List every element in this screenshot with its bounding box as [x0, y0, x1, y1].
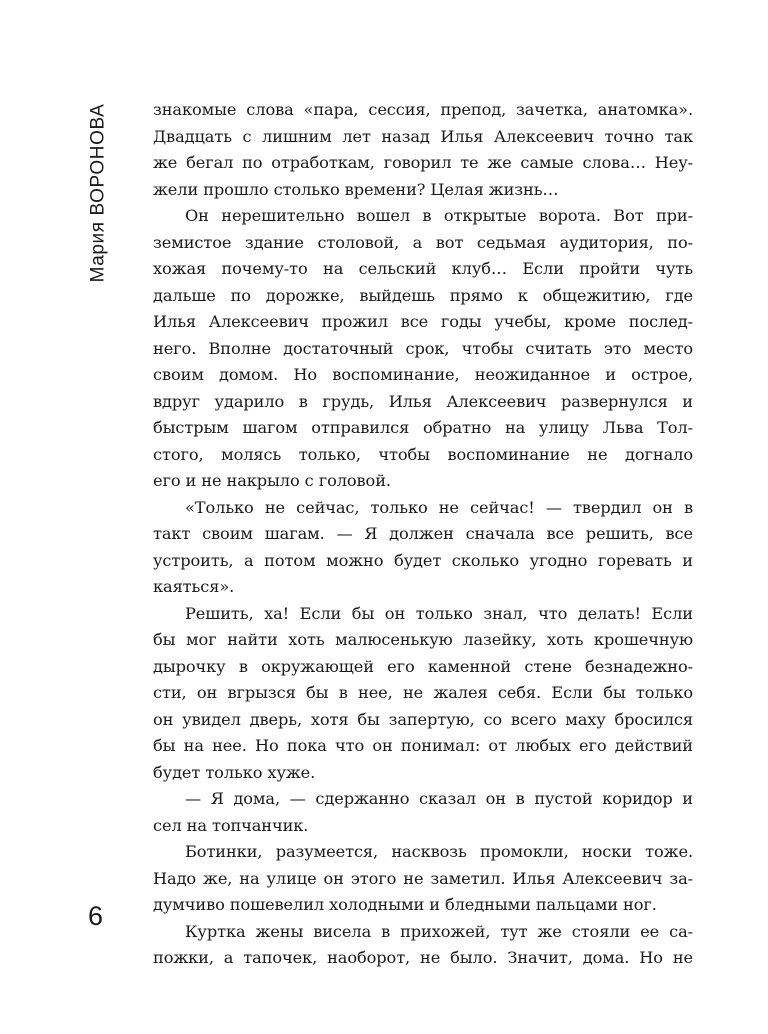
- text-line: он увидел дверь, хотя бы запертую, со всего маху бросился: [153, 709, 693, 729]
- text-line: устроить, а потом можно будет сколько угодно горевать и: [153, 550, 693, 570]
- text-line: быстрым шагом отправился обратно на улицу Льва Тол-: [153, 418, 693, 437]
- text-line: же бегал по отработкам, говорил те же самые слова… Неу-: [153, 153, 693, 172]
- author-name: Мария ВОРОНОВА: [87, 103, 109, 282]
- text-line: своим домом. Но воспоминание, неожиданное и острое,: [153, 365, 693, 384]
- text-line: Решить, ха! Если бы он только знал, что делать! Если: [185, 603, 693, 623]
- text-line: вдруг ударило в грудь, Илья Алексеевич развернулся и: [153, 391, 693, 411]
- text-line: Ботинки, разумеется, насквозь промокли, носки тоже.: [185, 842, 693, 861]
- text-line: Двадцать с лишним лет назад Илья Алексеевич точно так: [153, 126, 693, 146]
- text-line: сел на топчанчик.: [153, 815, 309, 835]
- text-line: пожки, а тапочек, наоборот, не было. Значит, дома. Но не: [153, 948, 693, 967]
- text-line: думчиво пошевелил холодными и бледными пальцами ног.: [153, 895, 657, 914]
- paragraph: [153, 601, 693, 787]
- text-line: Куртка жены висела в прихожей, тут же стояли ее са-: [185, 921, 693, 941]
- paragraph: [153, 786, 693, 839]
- paragraph: [153, 495, 693, 601]
- text-line: будет только хуже.: [153, 762, 316, 782]
- paragraph: [153, 97, 693, 203]
- running-head-author: [84, 100, 112, 285]
- text-line: сти, он вгрызся бы в нее, не жалея себя. Если бы только: [153, 683, 693, 702]
- text-line: него. Вполне достаточный срок, чтобы считать это место: [153, 338, 693, 358]
- text-line: хожая почему-то на сельский клуб… Если пройти чуть: [153, 259, 693, 278]
- text-line: его и не накрыло с головой.: [153, 471, 391, 490]
- text-line: Илья Алексеевич прожил все годы учебы, кроме послед-: [153, 312, 693, 331]
- paragraph: [153, 839, 693, 919]
- text-line: жели прошло столько времени? Целая жизнь…: [153, 179, 559, 199]
- text-line: знакомые слова «пара, сессия, препод, зачетка, анатомка».: [153, 100, 693, 119]
- text-line: Он нерешительно вошел в открытые ворота. Вот при-: [185, 206, 693, 225]
- text-line: бы на нее. Но пока что он понимал: от любых его действий: [153, 736, 693, 755]
- text-line: такт своим шагам. — Я должен сначала все решить, все: [153, 524, 693, 543]
- book-page-text: [153, 97, 693, 972]
- text-line: Надо же, на улице он этого не заметил. Илья Алексеевич за-: [153, 868, 693, 888]
- paragraph: [153, 203, 693, 495]
- text-line: стого, молясь только, чтобы воспоминание не догнало: [153, 444, 693, 464]
- text-line: каяться».: [153, 577, 235, 596]
- text-line: — Я дома, — сдержанно сказал он в пустой коридор и: [185, 789, 693, 808]
- paragraph: [153, 919, 693, 972]
- text-line: дальше по дорожке, выйдешь прямо к общежитию, где: [153, 285, 693, 305]
- page-number: 6: [88, 901, 104, 931]
- text-line: дырочку в окружающей его каменной стене безнадежно-: [153, 656, 693, 676]
- text-line: земистое здание столовой, а вот седьмая аудитория, по-: [153, 232, 693, 252]
- text-line: бы мог найти хоть малюсенькую лазейку, хоть крошечную: [153, 630, 693, 649]
- text-line: «Только не сейчас, только не сейчас! — твердил он в: [185, 497, 693, 517]
